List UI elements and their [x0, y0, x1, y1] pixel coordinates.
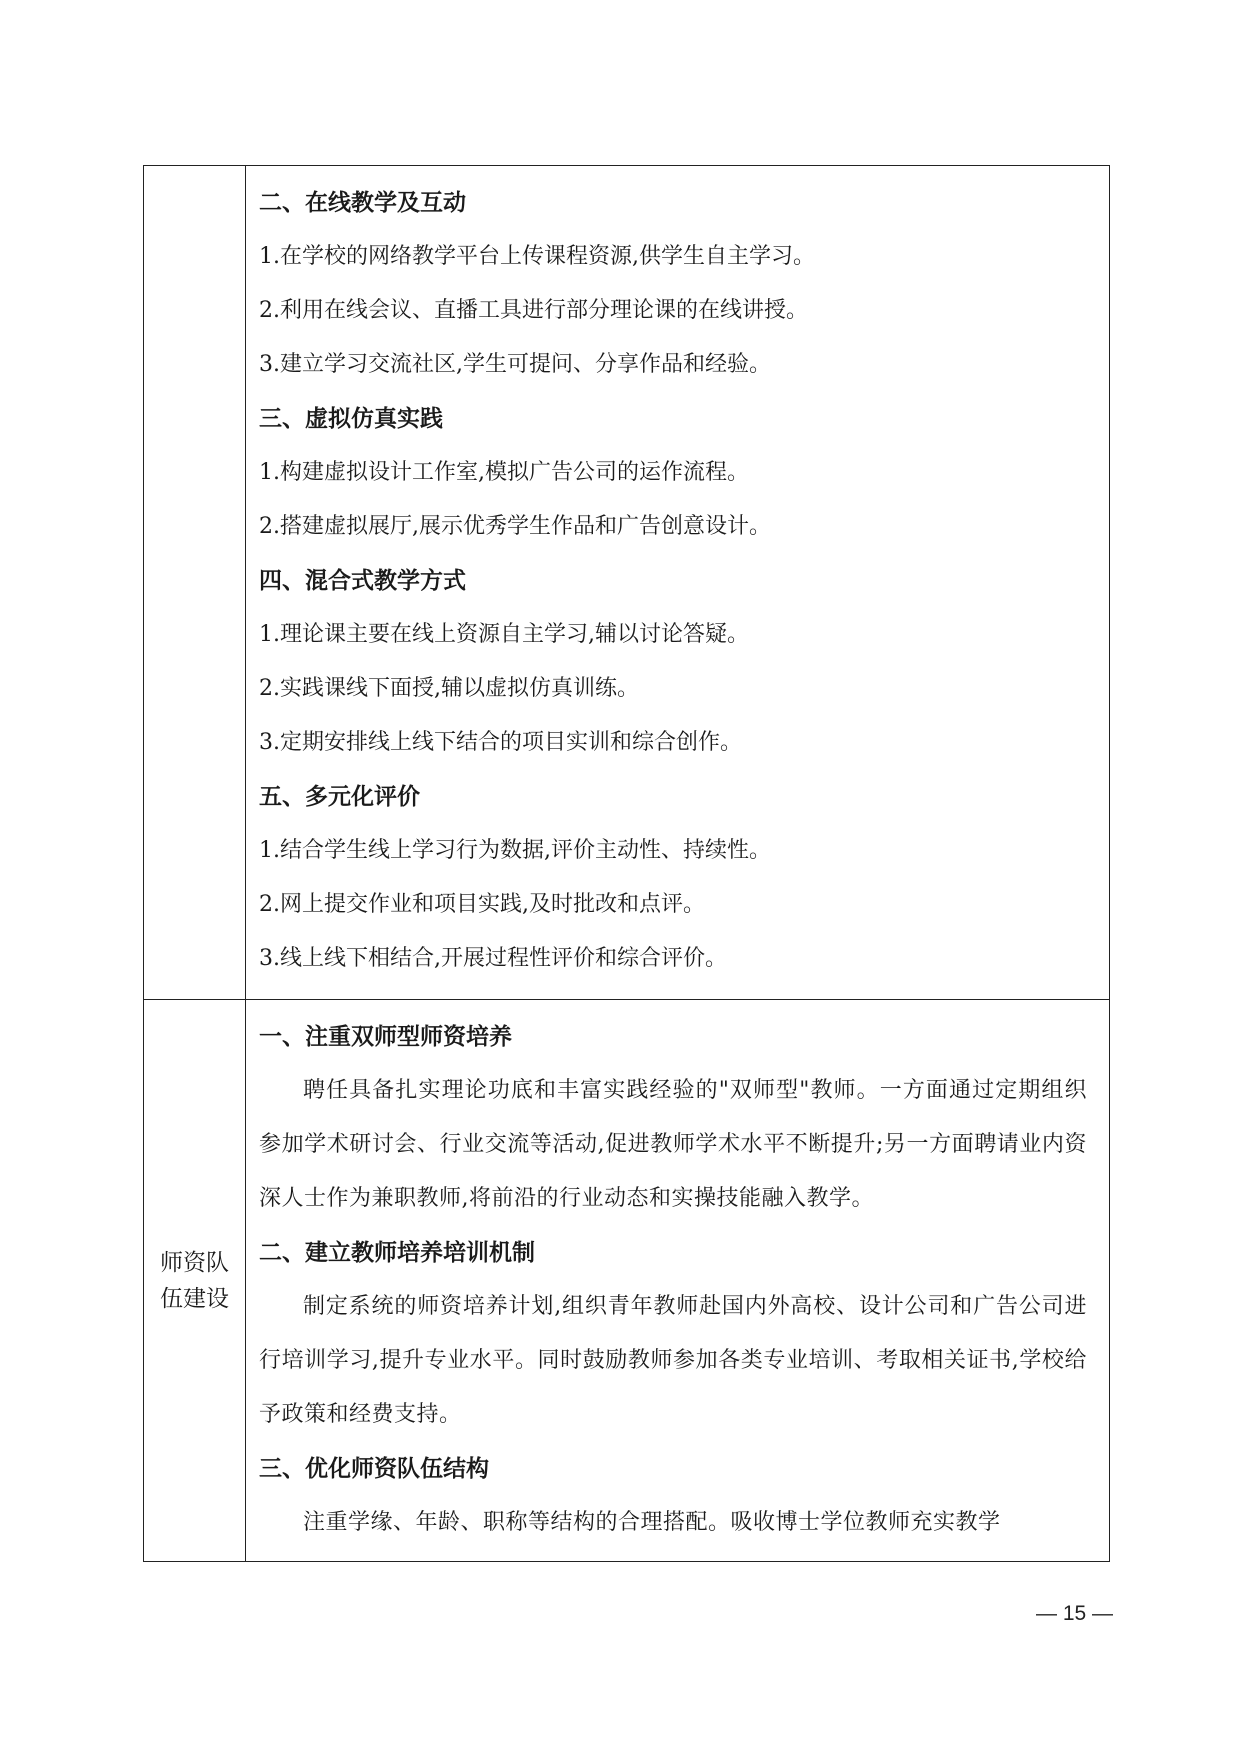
section-heading: 五、多元化评价 [259, 784, 420, 810]
row-content-cell [246, 166, 1110, 1000]
row-label-cell [144, 166, 246, 1000]
list-item: 3.线上线下相结合,开展过程性评价和综合评价。 [259, 946, 727, 971]
list-item: 2.利用在线会议、直播工具进行部分理论课的在线讲授。 [259, 298, 808, 323]
section-heading: 二、在线教学及互动 [259, 190, 466, 216]
row-label-cell [144, 1000, 246, 1562]
content-table [143, 165, 1110, 1562]
table-row [144, 166, 1110, 1000]
section-heading: 三、虚拟仿真实践 [259, 406, 443, 432]
section-heading: 二、建立教师培养培训机制 [259, 1240, 535, 1266]
row-label: 师资队伍建设 [160, 1249, 229, 1312]
table-row [144, 1000, 1110, 1562]
section-paragraph: 注重学缘、年龄、职称等结构的合理搭配。吸收博士学位教师充实教学 [303, 1510, 1001, 1535]
list-item: 1.结合学生线上学习行为数据,评价主动性、持续性。 [259, 838, 771, 863]
section-heading: 三、优化师资队伍结构 [259, 1456, 489, 1482]
list-item: 3.建立学习交流社区,学生可提问、分享作品和经验。 [259, 352, 771, 377]
list-item: 2.网上提交作业和项目实践,及时批改和点评。 [259, 892, 705, 917]
section-heading: 一、注重双师型师资培养 [259, 1024, 512, 1050]
section-paragraph: 制定系统的师资培养计划,组织青年教师赴国内外高校、设计公司和广告公司进行培训学习,提升专业水平。同时鼓励教师参加各类专业培训、考取相关证书,学校给予政策和经费支持。 [259, 1294, 1087, 1427]
page-number: — 15 — [1036, 1602, 1114, 1625]
list-item: 2.搭建虚拟展厅,展示优秀学生作品和广告创意设计。 [259, 514, 771, 539]
list-item: 1.在学校的网络教学平台上传课程资源,供学生自主学习。 [259, 244, 815, 269]
section-heading: 四、混合式教学方式 [259, 568, 466, 594]
list-item: 3.定期安排线上线下结合的项目实训和综合创作。 [259, 730, 742, 755]
row-content-cell [246, 1000, 1110, 1562]
section-paragraph: 聘任具备扎实理论功底和丰富实践经验的"双师型"教师。一方面通过定期组织参加学术研讨会、行业交流等活动,促进教师学术水平不断提升;另一方面聘请业内资深人士作为兼职教师,将前沿的行业动态和实操技能融入教学。 [259, 1078, 1087, 1211]
list-item: 1.构建虚拟设计工作室,模拟广告公司的运作流程。 [259, 460, 749, 485]
list-item: 1.理论课主要在线上资源自主学习,辅以讨论答疑。 [259, 622, 749, 647]
list-item: 2.实践课线下面授,辅以虚拟仿真训练。 [259, 676, 639, 701]
